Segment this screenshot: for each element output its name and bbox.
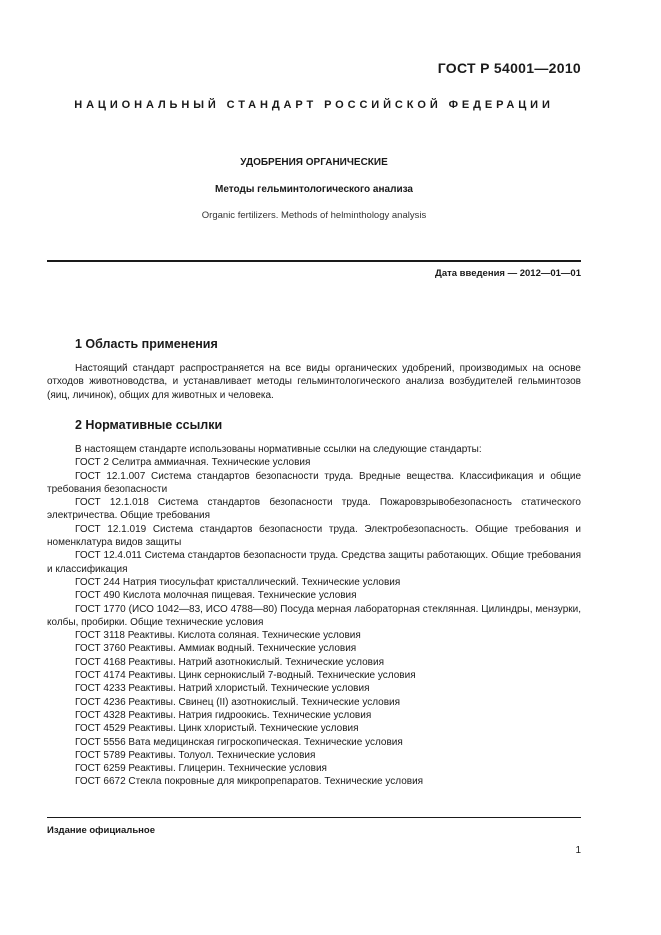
reference-item: ГОСТ 5789 Реактивы. Толуол. Технические условия bbox=[75, 749, 316, 761]
official-edition-label: Издание официальное bbox=[47, 825, 155, 836]
reference-item: ГОСТ 2 Селитра аммиачная. Технические условия bbox=[75, 457, 311, 469]
section-1-heading: 1 Область применения bbox=[75, 337, 218, 351]
english-title: Organic fertilizers. Methods of helminthology analysis bbox=[201, 210, 427, 221]
reference-item: ГОСТ 4529 Реактивы. Цинк хлористый. Технические условия bbox=[75, 723, 359, 735]
section-1-paragraph: Настоящий стандарт распространяется на все виды органических удобрений, производимых на основе отходов животноводства, и устанавливает методы гельминтологического анализа возбудителей гельминтозов (яиц, личинок), общих для животных и человека. bbox=[47, 363, 581, 401]
reference-item: ГОСТ 1770 (ИСО 1042—83, ИСО 4788—80) Посуда мерная лабораторная стеклянная. Цилиндры, мензурки, колбы, пробирки. Общие технические условия bbox=[47, 603, 581, 628]
section-2-intro: В настоящем стандарте использованы нормативные ссылки на следующие стандарты: bbox=[75, 444, 482, 455]
national-standard-banner: НАЦИОНАЛЬНЫЙ СТАНДАРТ РОССИЙСКОЙ ФЕДЕРАЦИИ bbox=[74, 99, 554, 111]
document-subtitle: Методы гельминтологического анализа bbox=[214, 184, 413, 195]
reference-item: ГОСТ 4168 Реактивы. Натрий азотнокислый. Технические условия bbox=[75, 656, 384, 668]
section-2-body bbox=[47, 443, 581, 789]
introduction-date: Дата введения — 2012—01—01 bbox=[435, 268, 581, 279]
reference-item: ГОСТ 5556 Вата медицинская гигроскопическая. Технические условия bbox=[75, 736, 403, 748]
reference-item: ГОСТ 4233 Реактивы. Натрий хлористый. Технические условия bbox=[75, 683, 370, 695]
reference-item: ГОСТ 3760 Реактивы. Аммиак водный. Технические условия bbox=[75, 643, 357, 655]
reference-item: ГОСТ 4328 Реактивы. Натрия гидроокись. Технические условия bbox=[75, 709, 372, 721]
reference-item: ГОСТ 12.1.018 Система стандартов безопасности труда. Пожаровзрывобезопасность статического электричества. Общие требования bbox=[47, 497, 581, 522]
page-number: 1 bbox=[575, 845, 581, 856]
reference-item: ГОСТ 12.4.011 Система стандартов безопасности труда. Средства защиты работающих. Общие требования и классификация bbox=[47, 550, 581, 575]
reference-item: ГОСТ 12.1.007 Система стандартов безопасности труда. Вредные вещества. Классификация и общие требования безопасности bbox=[47, 470, 581, 495]
document-title: УДОБРЕНИЯ ОРГАНИЧЕСКИЕ bbox=[240, 157, 388, 168]
reference-item: ГОСТ 490 Кислота молочная пищевая. Технические условия bbox=[75, 590, 357, 602]
section-2-heading: 2 Нормативные ссылки bbox=[75, 418, 223, 432]
title-divider bbox=[47, 260, 581, 262]
reference-item: ГОСТ 244 Натрия тиосульфат кристаллический. Технические условия bbox=[75, 576, 401, 588]
reference-item: ГОСТ 12.1.019 Система стандартов безопасности труда. Электробезопасность. Общие требования и номенклатура видов защиты bbox=[47, 523, 581, 549]
reference-item: ГОСТ 4236 Реактивы. Свинец (II) азотнокислый. Технические условия bbox=[75, 696, 401, 708]
footer-divider bbox=[47, 817, 581, 818]
gost-code: ГОСТ Р 54001—2010 bbox=[437, 60, 581, 76]
reference-item: ГОСТ 3118 Реактивы. Кислота соляная. Технические условия bbox=[75, 630, 361, 642]
section-1-body bbox=[47, 362, 581, 402]
reference-item: ГОСТ 4174 Реактивы. Цинк сернокислый 7-водный. Технические условия bbox=[75, 670, 416, 682]
reference-item: ГОСТ 6672 Стекла покровные для микропрепаратов. Технические условия bbox=[75, 776, 424, 788]
reference-item: ГОСТ 6259 Реактивы. Глицерин. Технические условия bbox=[75, 763, 327, 775]
